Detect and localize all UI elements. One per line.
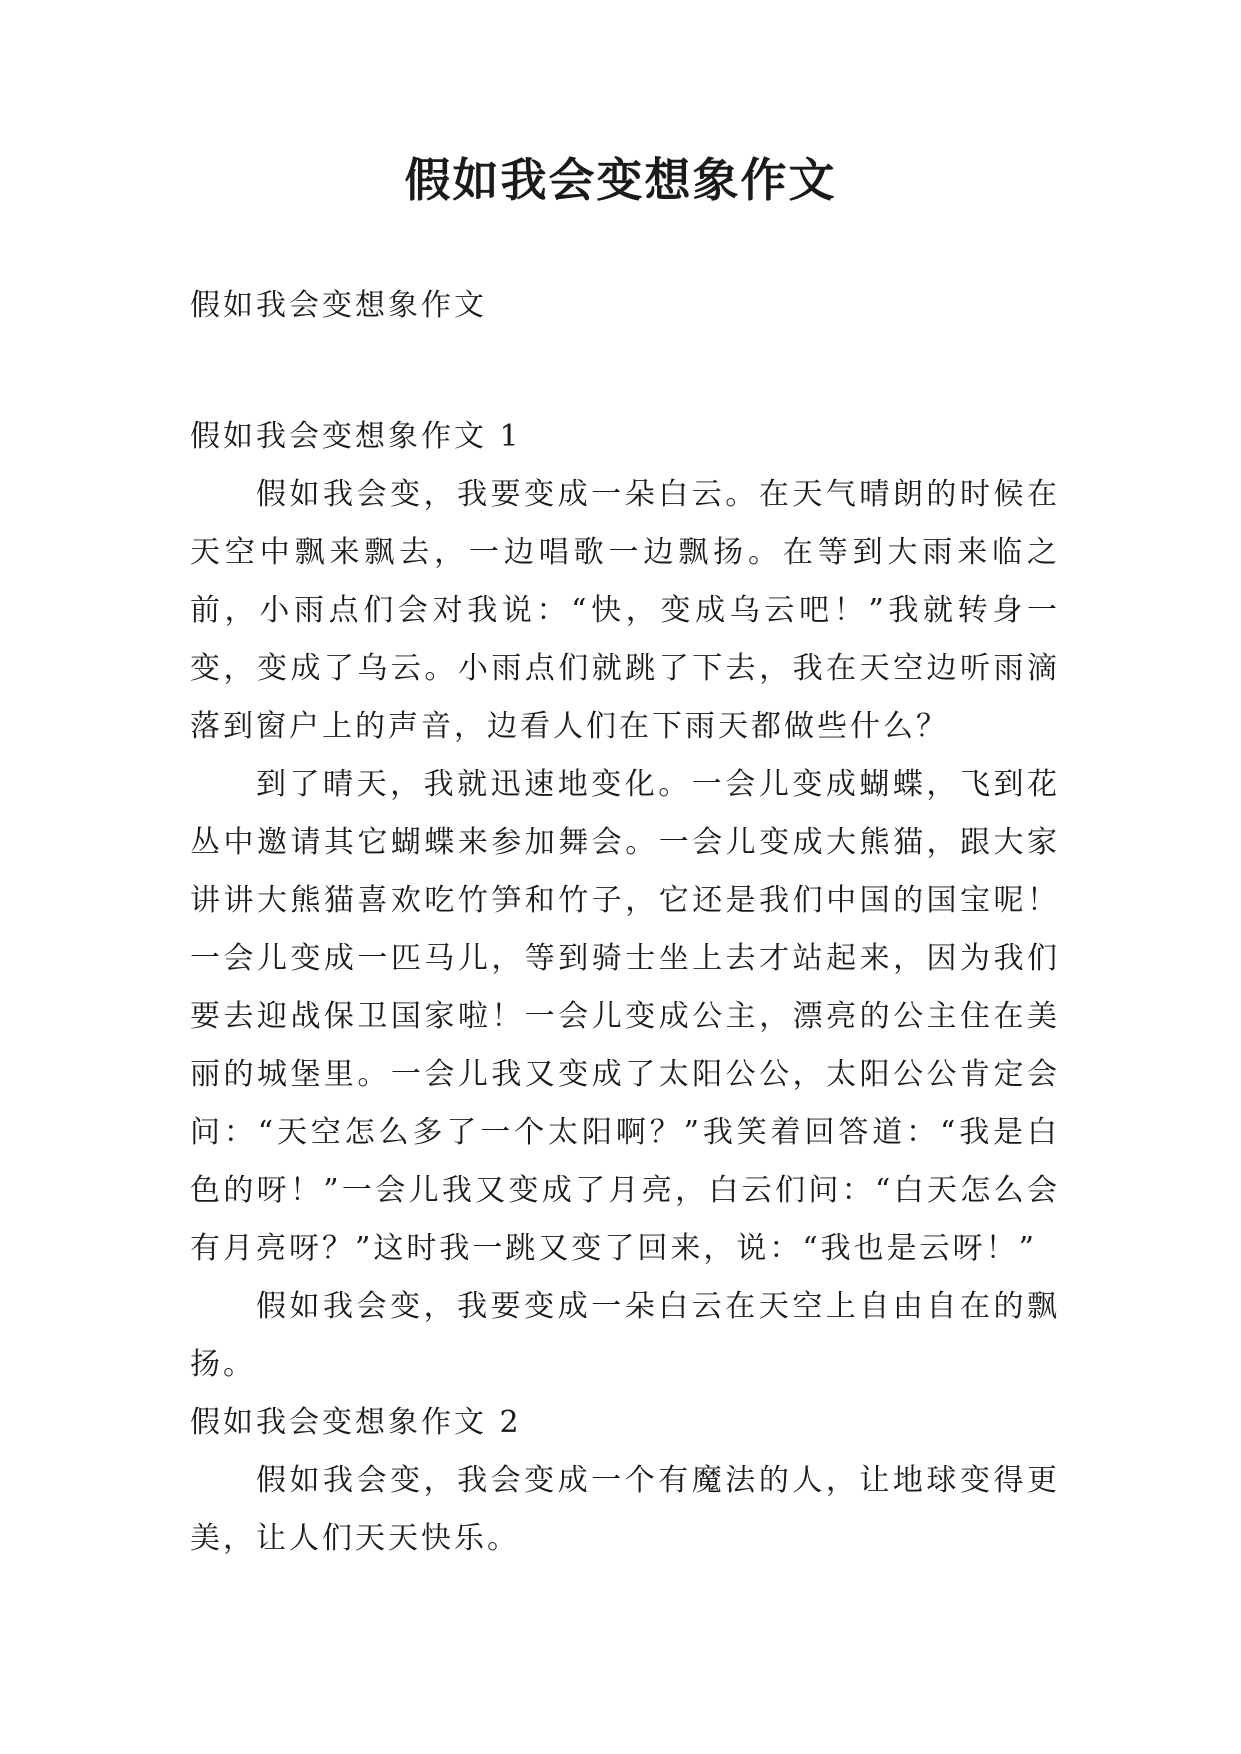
paragraph: 假如我会变，我会变成一个有魔法的人，让地球变得更美，让人们天天快乐。 [190,1463,1060,1556]
document-subtitle: 假如我会变想象作文 [190,288,487,323]
section-1 [190,408,1060,1394]
section-2 [190,1394,1060,1568]
paragraph: 假如我会变，我要变成一朵白云在天空上自由自在的飘扬。 [190,1289,1060,1382]
section-heading: 假如我会变想象作文 2 [190,1405,522,1440]
paragraph: 到了晴天，我就迅速地变化。一会儿变成蝴蝶，飞到花丛中邀请其它蝴蝶来参加舞会。一会儿变成大熊猫，跟大家讲讲大熊猫喜欢吃竹笋和竹子，它还是我们中国的国宝呢！一会儿变成一匹马儿，等到骑士坐上去才站起来，因为我们要去迎战保卫国家啦！一会儿变成公主，漂亮的公主住在美丽的城堡里。一会儿我又变成了太阳公公，太阳公公肯定会问：“天空怎么多了一个太阳啊？”我笑着回答道：“我是白色的呀！”一会儿我又变成了月亮，白云们问：“白天怎么会有月亮呀？”这时我一跳又变了回来，说：“我也是云呀！” [190,767,1060,1266]
page-title: 假如我会变想象作文 [404,153,837,207]
paragraph: 假如我会变，我要变成一朵白云。在天气晴朗的时候在天空中飘来飘去，一边唱歌一边飘扬。在等到大雨来临之前，小雨点们会对我说：“快，变成乌云吧！”我就转身一变，变成了乌云。小雨点们就跳了下去，我在天空边听雨滴落到窗户上的声音，边看人们在下雨天都做些什么？ [190,477,1060,744]
document-body [190,408,1060,1568]
section-heading: 假如我会变想象作文 1 [190,419,522,454]
